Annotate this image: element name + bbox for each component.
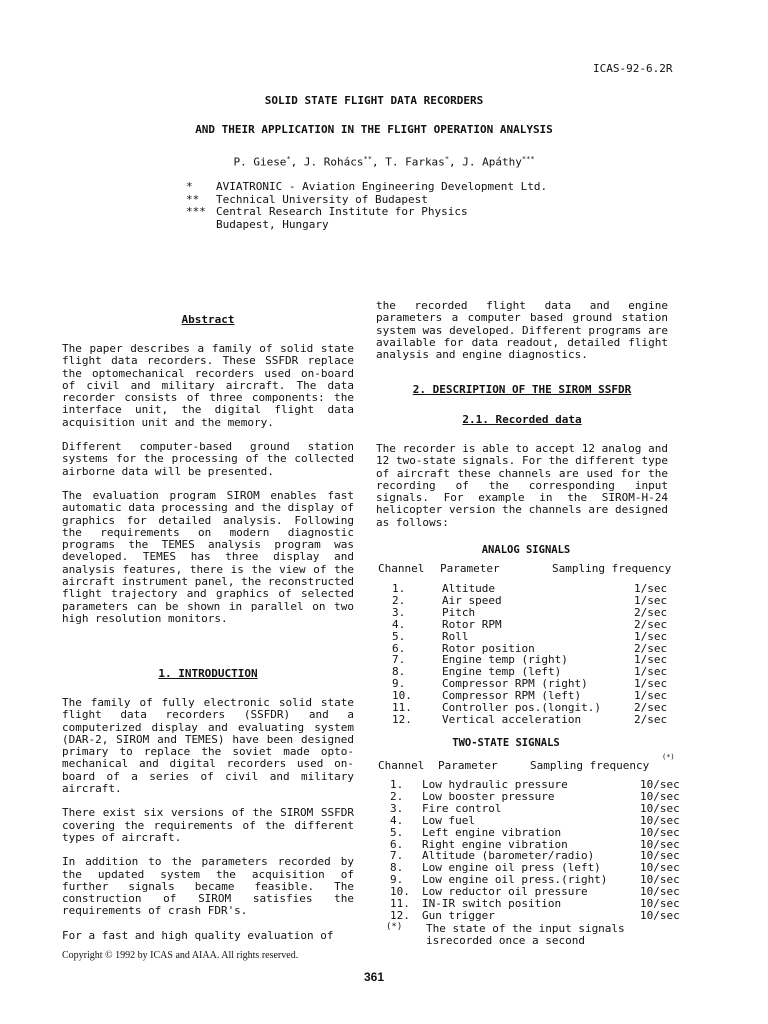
sampling-frequency: 10/sec — [640, 885, 680, 899]
table-row — [376, 873, 696, 885]
table-row — [376, 630, 696, 642]
parameter-name: Pitch — [442, 605, 476, 619]
channel-number: 9. — [390, 873, 404, 887]
sampling-frequency: 2/sec — [634, 617, 668, 631]
table-row — [376, 618, 696, 630]
channel-number: 10. — [390, 885, 410, 899]
channel-number: 2. — [390, 789, 404, 803]
channel-number: 3. — [390, 801, 404, 815]
parameter-name: Controller pos.(longit.) — [442, 701, 601, 714]
parameter-name: Left engine vibration — [422, 825, 562, 839]
parameter-name: Rotor RPM — [442, 617, 502, 631]
author-mark: *** — [521, 155, 535, 163]
table-row — [376, 677, 696, 689]
sampling-frequency: 2/sec — [634, 712, 668, 726]
table-row — [376, 642, 696, 654]
footnote-line: The state of the input signals — [426, 922, 625, 935]
abstract-paragraph: Different computer-based ground station systems for the processing of the collected airborne data will be presented. — [62, 440, 354, 478]
channel-number: 2. — [392, 593, 406, 607]
footnote-line: isrecorded once a second — [426, 934, 585, 947]
channel-number: 5. — [390, 825, 404, 839]
sampling-frequency: 10/sec — [640, 837, 680, 851]
sampling-frequency: 2/sec — [634, 641, 668, 655]
channel-number: 7. — [390, 849, 404, 863]
parameter-name: Low reductor oil pressure — [422, 885, 588, 899]
two-state-signals-table — [376, 778, 696, 928]
copyright-notice: Copyright © 1992 by ICAS and AIAA. All rights reserved. — [62, 950, 299, 961]
table-footnote — [376, 922, 696, 950]
parameter-name: Low fuel — [422, 813, 475, 827]
sampling-frequency: 2/sec — [634, 701, 668, 714]
sampling-frequency: 2/sec — [634, 605, 668, 619]
two-state-signals-title: TWO-STATE SIGNALS — [452, 737, 560, 749]
column-header: Parameter — [438, 759, 498, 772]
channel-number: 8. — [392, 665, 406, 679]
sampling-frequency: 10/sec — [640, 813, 680, 827]
parameter-name: Air speed — [442, 593, 502, 607]
parameter-name: Compressor RPM (right) — [442, 677, 588, 691]
channel-number: 3. — [392, 605, 406, 619]
channel-number: 1. — [390, 778, 404, 791]
table-row — [376, 897, 696, 909]
channel-number: 6. — [392, 641, 406, 655]
table-row — [376, 802, 696, 814]
parameter-name: Low engine oil press.(right) — [422, 873, 608, 887]
channel-number: 12. — [390, 908, 410, 922]
introduction-heading: 1. INTRODUCTION — [158, 667, 258, 680]
parameter-name: Engine temp (left) — [442, 665, 562, 679]
parameter-name: Fire control — [422, 801, 502, 815]
affiliations — [186, 181, 547, 231]
sampling-frequency: 1/sec — [634, 689, 668, 703]
parameter-name: Altitude (barometer/radio) — [422, 849, 595, 863]
recorded-data-paragraph: The recorder is able to accept 12 analog and 12 two-state signals. For the different type of aircraft these channels are used for the recording of the corresponding input signals. For example in the SIROM-H-24 helicopter version the channels are designed as follows: — [376, 442, 668, 529]
affiliation-line: *** Central Research Institute for Physics — [186, 205, 468, 218]
channel-number: 8. — [390, 861, 404, 875]
channel-number: 6. — [390, 837, 404, 851]
sampling-frequency: 10/sec — [640, 778, 680, 791]
channel-number: 4. — [390, 813, 404, 827]
channel-number: 12. — [392, 712, 412, 726]
parameter-name: Altitude — [442, 582, 495, 595]
sampling-frequency: 1/sec — [634, 629, 668, 643]
parameter-name: Gun trigger — [422, 908, 495, 922]
sampling-frequency: 10/sec — [640, 801, 680, 815]
continued-paragraph: the recorded flight data and engine parameters a computer based ground station system was developed. Different programs are available for data readout, detailed flight analysis and engine diagnostics. — [376, 299, 668, 362]
table-row — [376, 885, 696, 897]
introduction-paragraph: There exist six versions of the SIROM SSFDR covering the requirements of the different types of aircraft. — [62, 806, 354, 844]
sampling-frequency: 1/sec — [634, 582, 668, 595]
author-mark: * — [444, 155, 450, 163]
parameter-name: Low engine oil press (left) — [422, 861, 601, 875]
section-2-heading: 2. DESCRIPTION OF THE SIROM SSFDR — [412, 383, 632, 396]
author-list: P. Giese*, J. Rohács**, T. Farkas*, J. Apáthy*** — [233, 155, 535, 169]
channel-number: 10. — [392, 689, 412, 703]
author-name: J. Apáthy — [462, 155, 522, 169]
author-name: T. Farkas — [385, 155, 445, 169]
table-row — [376, 778, 696, 790]
table-row — [376, 826, 696, 838]
sampling-frequency: 10/sec — [640, 873, 680, 887]
parameter-name: Compressor RPM (left) — [442, 689, 582, 703]
author-name: P. Giese — [233, 155, 287, 169]
section-2-1-heading: 2.1. Recorded data — [462, 413, 582, 426]
sampling-frequency: 10/sec — [640, 849, 680, 863]
table-row — [376, 838, 696, 850]
footnote-mark: (*) — [386, 922, 403, 932]
author-mark: * — [286, 155, 291, 163]
sampling-frequency: 10/sec — [640, 861, 680, 875]
parameter-name: Right engine vibration — [422, 837, 568, 851]
column-header: Parameter — [440, 562, 500, 575]
column-header: Sampling frequency — [530, 759, 650, 772]
parameter-name: Low booster pressure — [422, 789, 555, 803]
channel-number: 5. — [392, 629, 406, 643]
footnote-reference-mark: (*) — [662, 753, 675, 761]
analog-signals-table — [376, 582, 696, 732]
introduction-paragraph: The family of fully electronic solid state flight data recorders (SSFDR) and a computerized display and evaluating system (DAR-2, SIROM and TEMES) have been designed primary to replace the soviet made opto-mechanical and digital recorders used on-board of a series of civil and military aircraft. — [62, 696, 354, 796]
table-row — [376, 701, 696, 713]
two-state-table-header — [376, 753, 696, 773]
sampling-frequency: 1/sec — [634, 665, 668, 679]
channel-number: 11. — [390, 897, 410, 910]
column-header: Channel — [378, 562, 425, 575]
table-row — [376, 849, 696, 861]
analog-signals-title: ANALOG SIGNALS — [481, 544, 571, 556]
table-row — [376, 713, 696, 725]
parameter-name: IN-IR switch position — [422, 897, 562, 910]
affiliation-line: ** Technical University of Budapest — [186, 192, 428, 206]
table-row — [376, 665, 696, 677]
author-name: J. Rohács — [303, 155, 364, 169]
analog-table-header — [376, 562, 696, 576]
table-row — [376, 909, 696, 921]
parameter-name: Vertical acceleration — [442, 712, 582, 726]
channel-number: 4. — [392, 617, 406, 631]
table-row — [376, 582, 696, 594]
sampling-frequency: 10/sec — [640, 908, 680, 922]
introduction-paragraph: For a fast and high quality evaluation of — [62, 928, 334, 942]
channel-number: 7. — [392, 653, 406, 667]
affiliation-line: Budapest, Hungary — [216, 217, 329, 231]
parameter-name: Roll — [442, 629, 469, 643]
paper-reference-code: ICAS-92-6.2R — [593, 62, 673, 75]
page-number: 361 — [363, 970, 385, 984]
channel-number: 11. — [392, 701, 412, 714]
table-row — [376, 653, 696, 665]
introduction-body — [62, 697, 354, 954]
channel-number: 1. — [392, 582, 406, 595]
column-header: Channel — [378, 759, 425, 772]
sampling-frequency: 1/sec — [634, 593, 668, 607]
sampling-frequency: 1/sec — [634, 653, 668, 667]
table-row — [376, 861, 696, 873]
abstract-body — [62, 343, 354, 637]
table-row — [376, 689, 696, 701]
abstract-paragraph: The evaluation program SIROM enables fast automatic data processing and the display of graphics for detailed analysis. Following the requirements on modern diagnostic programs the TEMES analysis program was developed. TEMES has three display and analysis features, there is the view of the aircraft instrument panel, the reconstructed flight trajectory and graphics of selected parameters can be shown in parallel on two high resolution monitors. — [62, 488, 354, 625]
parameter-name: Engine temp (right) — [442, 653, 568, 667]
sampling-frequency: 1/sec — [634, 677, 668, 691]
table-row — [376, 594, 696, 606]
parameter-name: Rotor position — [442, 641, 535, 655]
abstract-paragraph: The paper describes a family of solid state flight data recorders. These SSFDR replace the optomechanical recorders used on-board of civil and military aircraft. The data recorder consists of three components: the interface unit, the digital flight data acquisition unit and the memory. — [62, 342, 354, 429]
sampling-frequency: 10/sec — [640, 897, 680, 910]
parameter-name: Low hydraulic pressure — [422, 778, 568, 791]
paper-title-line-2: AND THEIR APPLICATION IN THE FLIGHT OPERATION ANALYSIS — [195, 123, 553, 136]
paper-title-line-1: SOLID STATE FLIGHT DATA RECORDERS — [264, 94, 484, 107]
column-header: Sampling frequency — [552, 562, 672, 575]
sampling-frequency: 10/sec — [640, 825, 680, 839]
table-row — [376, 606, 696, 618]
channel-number: 9. — [392, 677, 406, 691]
affiliation-line: * AVIATRONIC - Aviation Engineering Development Ltd. — [186, 180, 548, 193]
table-row — [376, 790, 696, 802]
sampling-frequency: 10/sec — [640, 789, 680, 803]
table-row — [376, 814, 696, 826]
introduction-paragraph: In addition to the parameters recorded by the updated system the acquisition of further signals became feasible. The construction of SIROM satisfies the requirements of crash FDR's. — [62, 855, 354, 918]
author-mark: ** — [363, 155, 372, 163]
abstract-heading: Abstract — [181, 313, 235, 326]
